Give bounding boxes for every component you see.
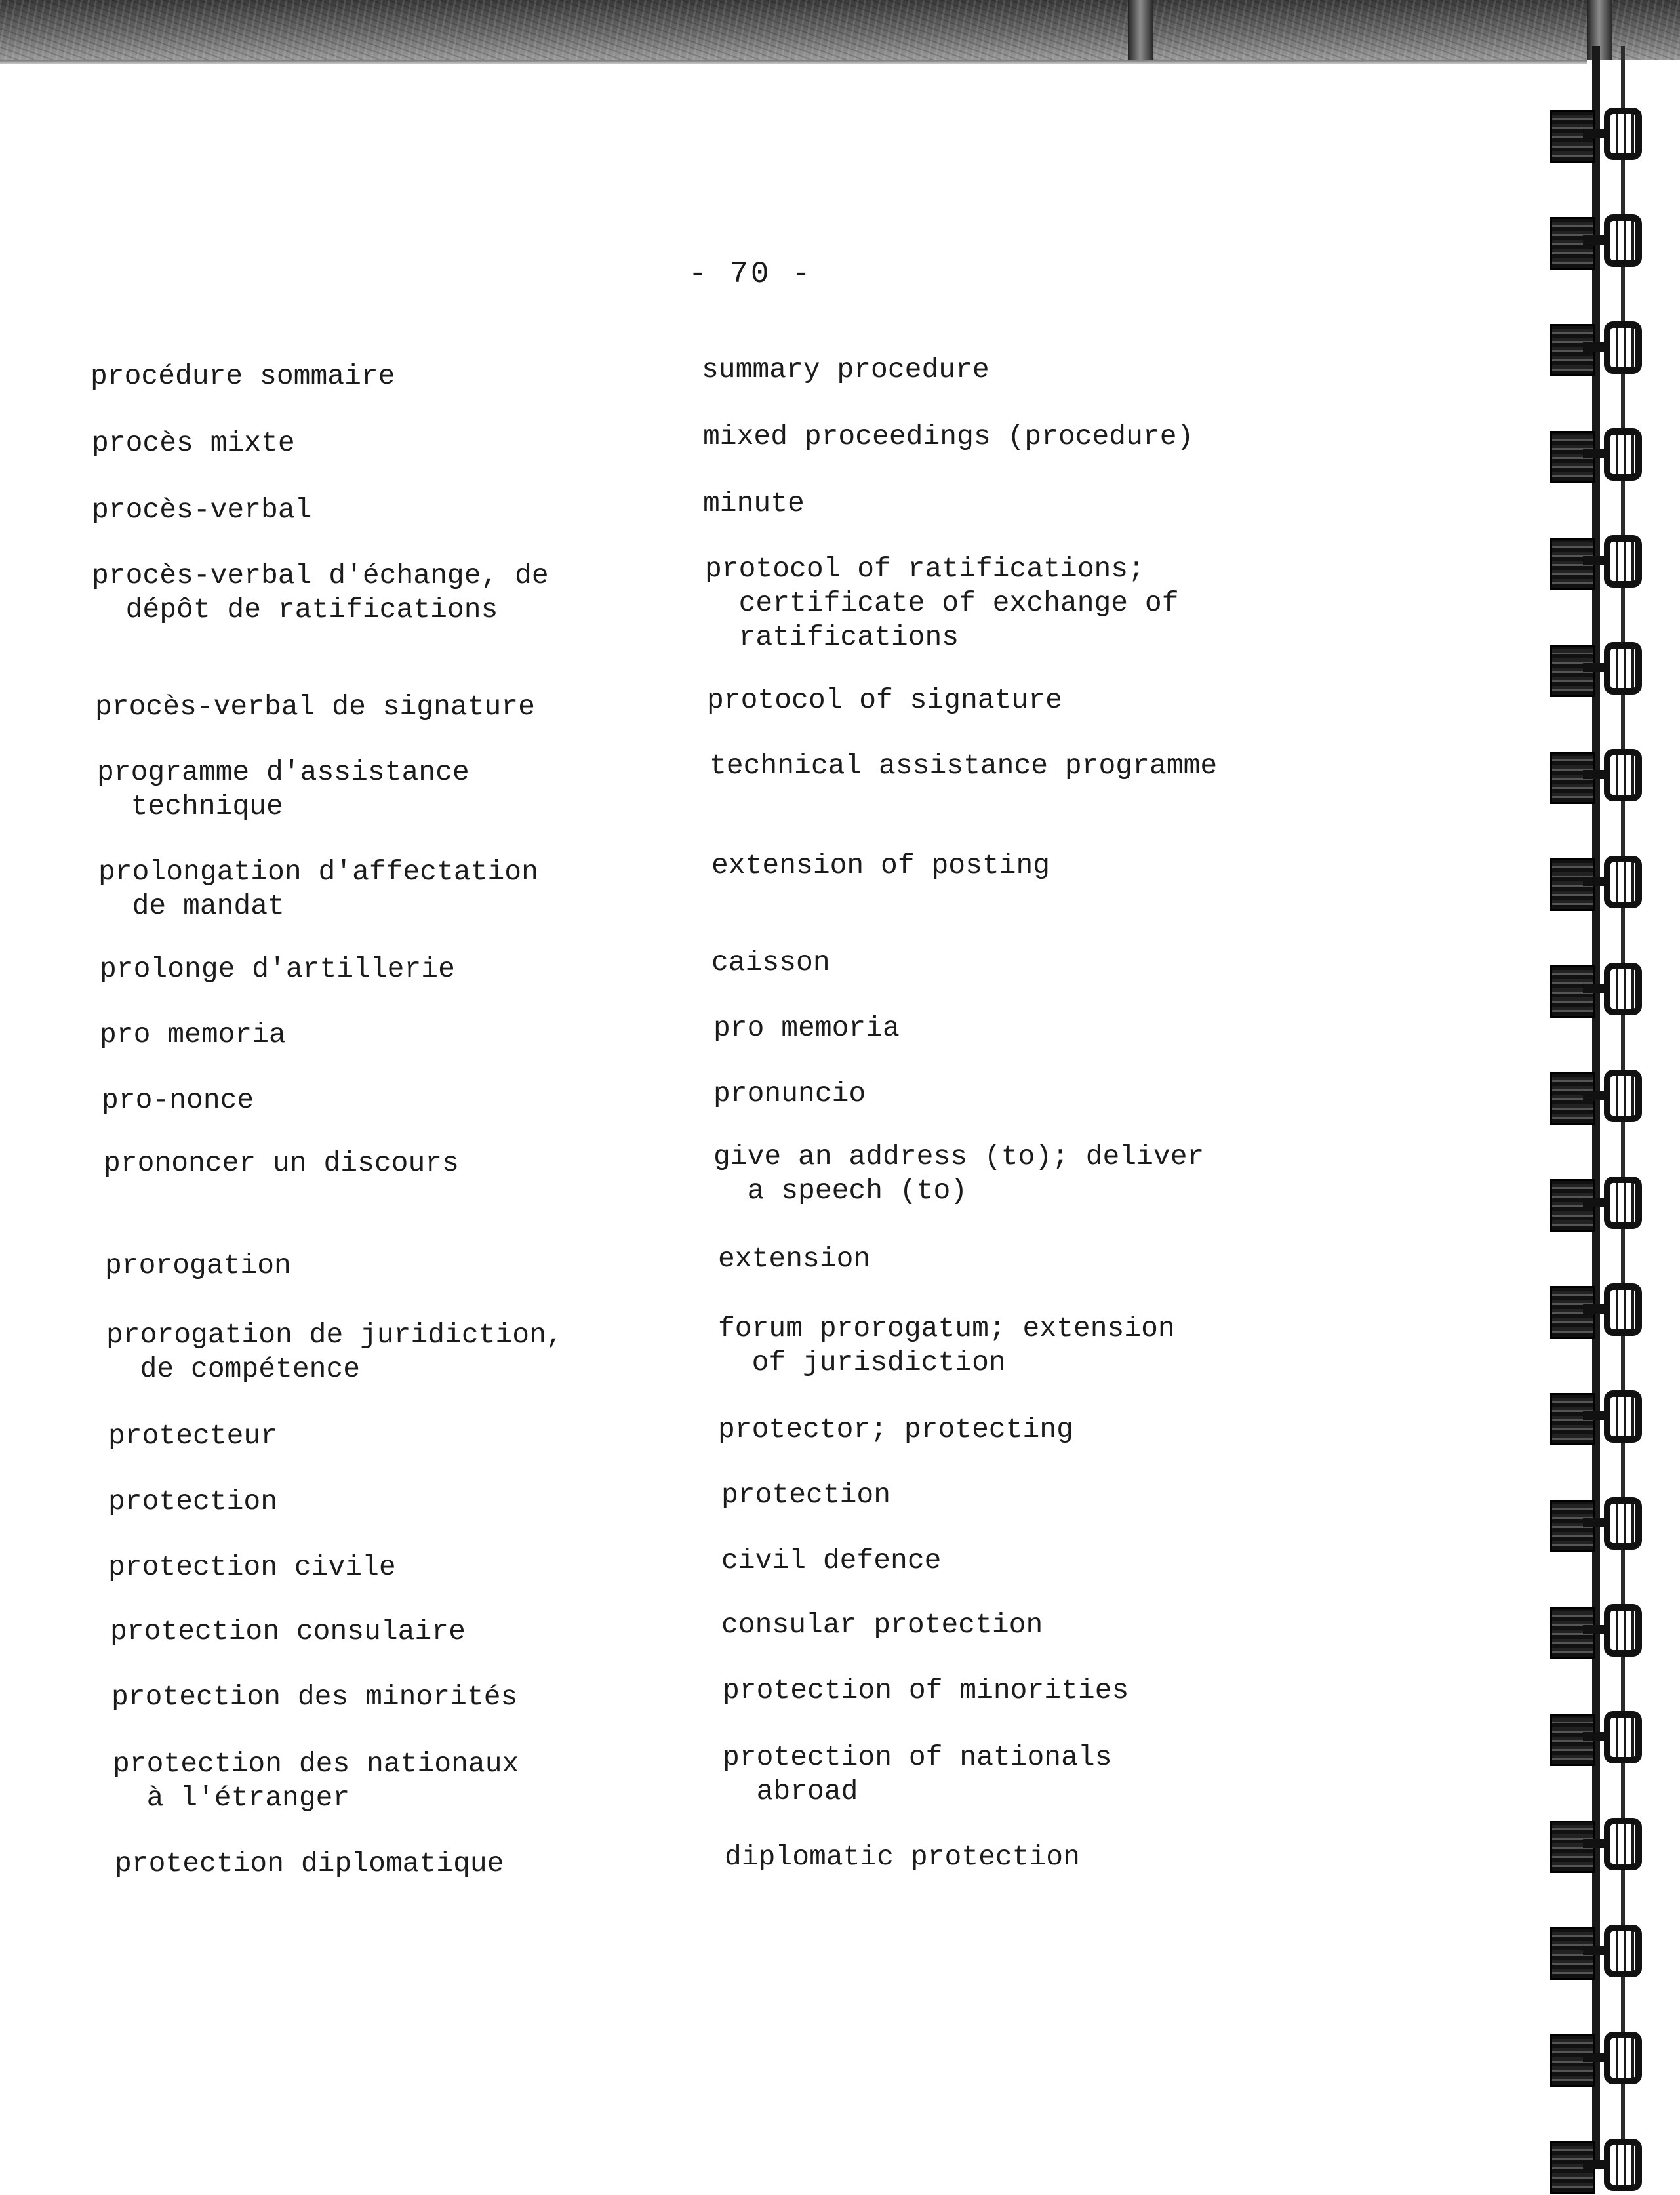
- french-term: procès-verbal de signature: [95, 691, 535, 723]
- english-term: protection of nationals abroad: [723, 1741, 1112, 1807]
- french-term: protection des nationaux à l'étranger: [113, 1748, 519, 1814]
- english-term: summary procedure: [702, 353, 990, 386]
- english-term: protocol of signature: [707, 684, 1062, 716]
- binding-ring: [1544, 319, 1659, 378]
- french-term: protection: [108, 1485, 278, 1518]
- english-term: protection: [721, 1479, 891, 1511]
- french-term: pro-nonce: [102, 1084, 254, 1116]
- page-top-edge: [0, 60, 1587, 64]
- english-term: consular protection: [721, 1609, 1043, 1641]
- binding-ring: [1544, 533, 1659, 592]
- page-number: - 70 -: [689, 257, 813, 291]
- english-term: technical assistance programme: [710, 750, 1218, 782]
- binding-ring: [1544, 105, 1659, 164]
- spiral-binding: [1544, 46, 1680, 2168]
- english-term: forum prorogatum; extension of jurisdiction: [718, 1312, 1175, 1379]
- french-term: protection des minorités: [111, 1681, 518, 1713]
- binding-ring: [1544, 2136, 1659, 2195]
- french-term: pro memoria: [100, 1018, 286, 1051]
- binding-ring: [1544, 1067, 1659, 1126]
- french-term: procès-verbal d'échange, de dépôt de ratifications: [92, 559, 549, 626]
- english-term: protector; protecting: [718, 1413, 1073, 1445]
- english-term: give an address (to); deliver a speech (to): [713, 1140, 1205, 1207]
- english-term: pronuncio: [713, 1077, 866, 1110]
- french-term: prorogation: [105, 1249, 291, 1281]
- binding-ring: [1544, 212, 1659, 271]
- french-term: programme d'assistance technique: [97, 756, 470, 822]
- french-term: prorogation de juridiction, de compétence: [106, 1319, 563, 1385]
- french-term: protecteur: [108, 1420, 278, 1452]
- french-term: procédure sommaire: [90, 360, 395, 392]
- french-term: protection civile: [108, 1551, 396, 1583]
- english-term: minute: [703, 487, 805, 519]
- binding-ring: [1544, 853, 1659, 912]
- scanned-top-strip: [0, 0, 1680, 60]
- binding-ring: [1544, 1281, 1659, 1340]
- binding-ring: [1544, 1815, 1659, 1874]
- french-term: prolonge d'artillerie: [100, 953, 455, 985]
- english-term: extension of posting: [711, 849, 1050, 881]
- english-term: mixed proceedings (procedure): [703, 420, 1194, 453]
- french-term: prolongation d'affectation de mandat: [98, 856, 538, 922]
- binding-ring: [1544, 1174, 1659, 1233]
- english-term: diplomatic protection: [725, 1841, 1080, 1873]
- binding-ring: [1544, 1601, 1659, 1661]
- english-term: extension: [718, 1243, 871, 1275]
- english-term: pro memoria: [713, 1012, 900, 1044]
- binding-ring: [1544, 746, 1659, 805]
- binding-ring: [1544, 2029, 1659, 2088]
- english-term: caisson: [711, 946, 830, 978]
- binding-ring: [1544, 1495, 1659, 1554]
- french-term: protection consulaire: [110, 1615, 466, 1647]
- french-term: procès mixte: [92, 427, 295, 459]
- french-term: protection diplomatique: [115, 1847, 504, 1880]
- english-term: protocol of ratifications; certificate of exchange of ratifications: [705, 553, 1179, 653]
- binding-ring: [1544, 426, 1659, 485]
- french-term: procès-verbal: [92, 494, 312, 526]
- binding-ring: [1544, 960, 1659, 1019]
- binding-ring: [1544, 639, 1659, 698]
- binding-ring: [1544, 1388, 1659, 1447]
- english-term: protection of minorities: [723, 1674, 1129, 1706]
- strip-seam: [1128, 0, 1153, 60]
- binding-ring: [1544, 1922, 1659, 1981]
- english-term: civil defence: [721, 1544, 942, 1577]
- french-term: prononcer un discours: [104, 1147, 459, 1179]
- binding-ring: [1544, 1708, 1659, 1767]
